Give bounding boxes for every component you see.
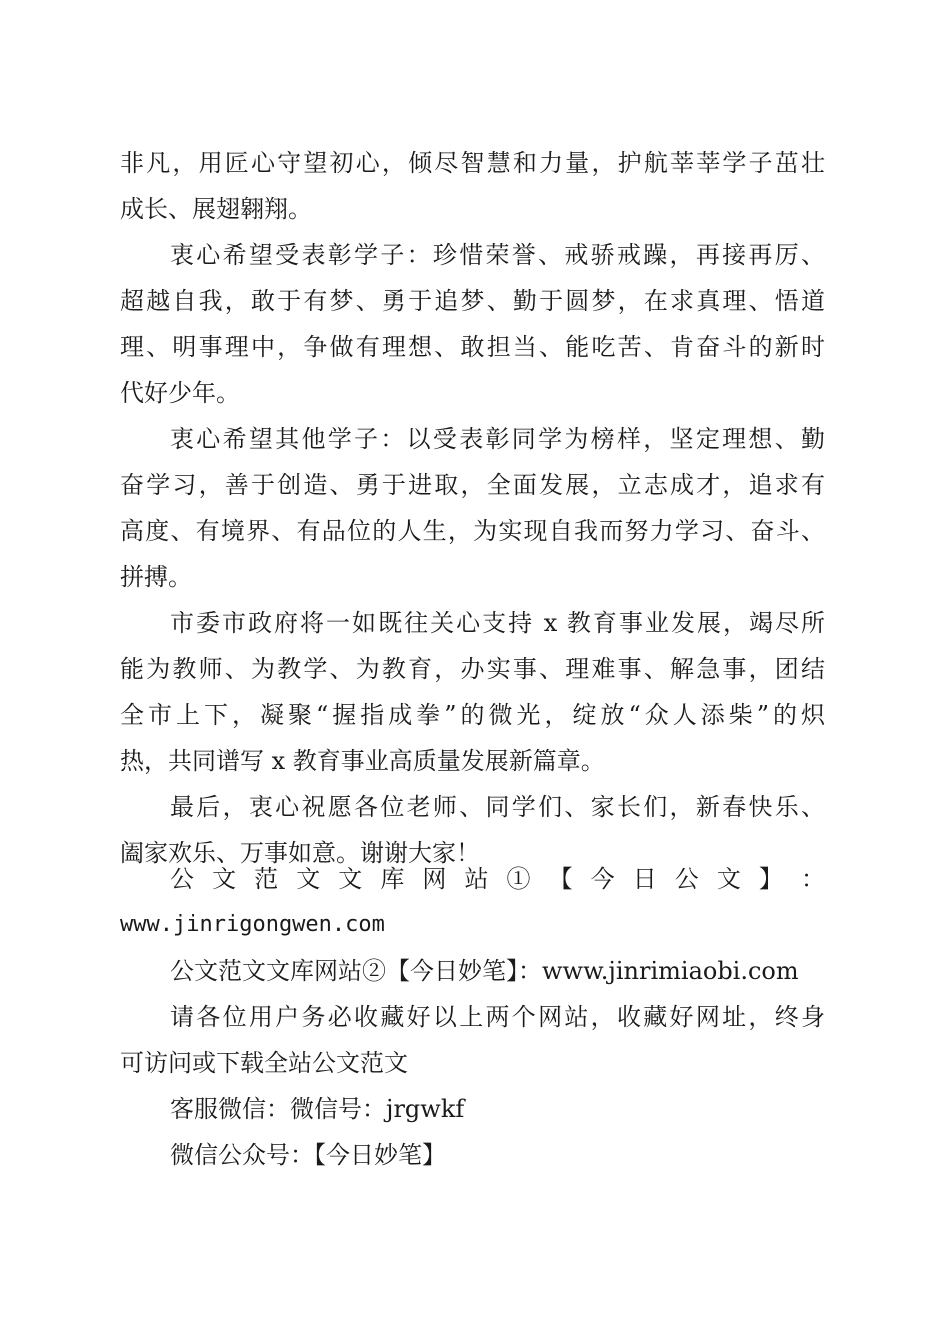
notice-line: 可访问或下载全站公文范文 — [120, 1049, 408, 1077]
website-url-1: www.jinrigongwen.com — [120, 912, 385, 937]
website-line-1: 公 文 范 文 文 库 网 站 ① 【 今 日 公 文 】 ： — [170, 865, 825, 893]
paragraph-line: 最后，衷心祝愿各位老师、同学们、家长们，新春快乐、 — [170, 793, 825, 821]
paragraph-line: 市委市政府将一如既往关心支持 x 教育事业发展，竭尽所 — [170, 609, 825, 637]
wechat-official-account-line: 微信公众号：【今日妙笔】 — [170, 1141, 446, 1169]
paragraph-line: 理、明事理中，争做有理想、敢担当、能吃苦、肯奋斗的新时 — [120, 333, 825, 361]
paragraph-line: 衷心希望其他学子：以受表彰同学为榜样，坚定理想、勤 — [170, 425, 825, 453]
wechat-service-line: 客服微信：微信号：jrgwkf — [170, 1095, 465, 1123]
paragraph-line: 奋学习，善于创造、勇于进取，全面发展，立志成才，追求有 — [120, 471, 825, 499]
paragraph-line: 高度、有境界、有品位的人生，为实现自我而努力学习、奋斗、 — [120, 517, 825, 545]
paragraph-line: 阖家欢乐、万事如意。谢谢大家！ — [120, 839, 480, 867]
paragraph-line: 成长、展翅翱翔。 — [120, 195, 312, 223]
paragraph-line: 能为教师、为教学、为教育，办实事、理难事、解急事，团结 — [120, 655, 825, 683]
paragraph-line: 衷心希望受表彰学子：珍惜荣誉、戒骄戒躁，再接再厉、 — [170, 241, 825, 269]
paragraph-line: 代好少年。 — [120, 379, 240, 407]
paragraph-line: 超越自我，敢于有梦、勇于追梦、勤于圆梦，在求真理、悟道 — [120, 287, 825, 315]
paragraph-line: 非凡，用匠心守望初心，倾尽智慧和力量，护航莘莘学子茁壮 — [120, 149, 825, 177]
paragraph-line: 拼搏。 — [120, 563, 192, 591]
website-line-2: 公文范文文库网站②【今日妙笔】：www.jinrimiaobi.com — [170, 957, 799, 985]
paragraph-line: 全市上下，凝聚“握指成拳”的微光，绽放“众人添柴”的炽 — [120, 701, 825, 729]
notice-line: 请各位用户务必收藏好以上两个网站，收藏好网址，终身 — [170, 1003, 825, 1031]
paragraph-line: 热，共同谱写 x 教育事业高质量发展新篇章。 — [120, 747, 605, 775]
